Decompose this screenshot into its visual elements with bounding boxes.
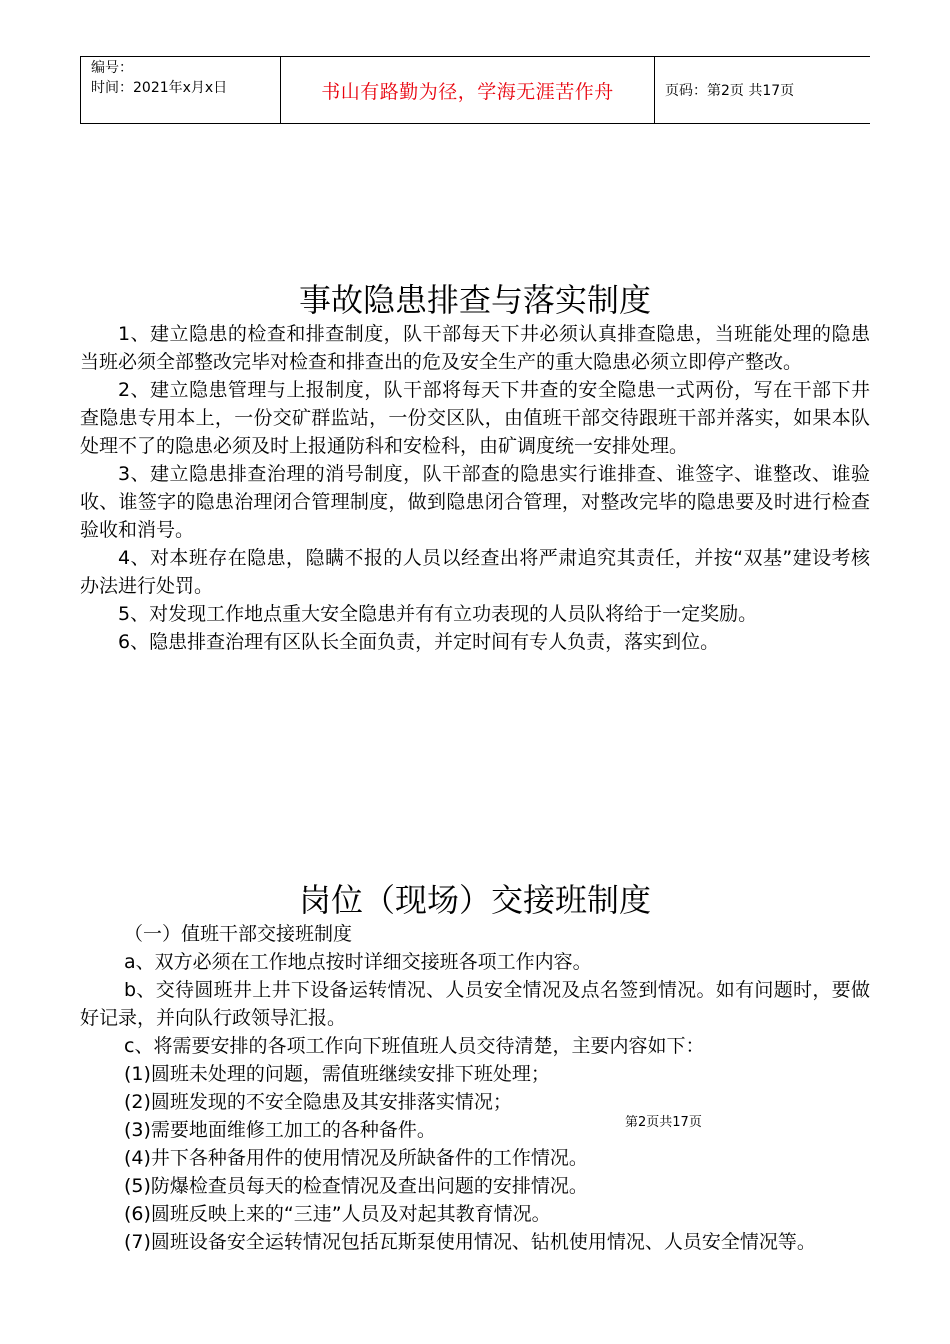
paragraph: (3)需要地面维修工加工的各种备件。 [124, 1119, 436, 1141]
motto-text: 书山有路勤为径，学海无涯苦作舟 [321, 80, 614, 103]
date-label: 时间：2021年x月x日 [91, 80, 228, 96]
motto-cell [281, 57, 655, 123]
paragraph: (7)圆班设备安全运转情况包括瓦斯泵使用情况、钻机使用情况、人员安全情况等。 [124, 1231, 816, 1253]
paragraph: (4)井下各种备用件的使用情况及所缺备件的工作情况。 [124, 1147, 588, 1169]
paragraph: c、将需要安排的各项工作向下班值班人员交待清楚，主要内容如下： [124, 1035, 705, 1057]
header-table [80, 56, 870, 124]
footer-page-number: 第2页共17页 [625, 1115, 702, 1130]
section1-body [80, 320, 870, 656]
paragraph: 5、对发现工作地点重大安全隐患并有有立功表现的人员队将给于一定奖励。 [118, 603, 758, 625]
section1-title: 事故隐患排查与落实制度 [298, 281, 651, 319]
page-info-cell [655, 57, 871, 123]
paragraph: 2、建立隐患管理与上报制度，队干部将每天下井查的安全隐患一式两份，写在干部下井查隐患专用本上，一份交矿群监站，一份交区队，由值班干部交待跟班干部并落实，如果本队处理不了的隐患必须及时上报通防科和安检科，由矿调度统一安排处理。 [80, 379, 870, 457]
paragraph: (6)圆班反映上来的“三违”人员及对起其教育情况。 [124, 1203, 551, 1225]
paragraph: 6、隐患排查治理有区队长全面负责，并定时间有专人负责，落实到位。 [118, 631, 720, 653]
paragraph: 4、对本班存在隐患，隐瞒不报的人员以经查出将严肃追究其责任，并按“双基”建设考核办法进行处罚。 [80, 547, 870, 597]
paragraph: b、交待圆班井上井下设备运转情况、人员安全情况及点名签到情况。如有问题时，要做好记录，并向队行政领导汇报。 [80, 979, 870, 1029]
paragraph: (1)圆班未处理的问题，需值班继续安排下班处理； [124, 1063, 550, 1085]
paragraph: （一）值班干部交接班制度 [124, 923, 353, 945]
section2-title: 岗位（现场）交接班制度 [298, 881, 651, 919]
paragraph: 1、建立隐患的检查和排查制度，队干部每天下井必须认真排查隐患，当班能处理的隐患当班必须全部整改完毕对检查和排查出的危及安全生产的重大隐患必须立即停产整改。 [80, 323, 870, 373]
paragraph: (2)圆班发现的不安全隐患及其安排落实情况； [124, 1091, 512, 1113]
paragraph: 3、建立隐患排查治理的消号制度，队干部查的隐患实行谁排查、谁签字、谁整改、谁验收、谁签字的隐患治理闭合管理制度，做到隐患闭合管理，对整改完毕的隐患要及时进行检查验收和消号。 [80, 463, 870, 541]
paragraph: a、双方必须在工作地点按时详细交接班各项工作内容。 [124, 951, 592, 973]
serial-label: 编号： [91, 60, 133, 76]
paragraph: (5)防爆检查员每天的检查情况及查出问题的安排情况。 [124, 1175, 588, 1197]
page-info: 页码：第2页 共17页 [665, 83, 795, 99]
header-meta-cell [81, 57, 281, 123]
section2-body [80, 920, 870, 1256]
